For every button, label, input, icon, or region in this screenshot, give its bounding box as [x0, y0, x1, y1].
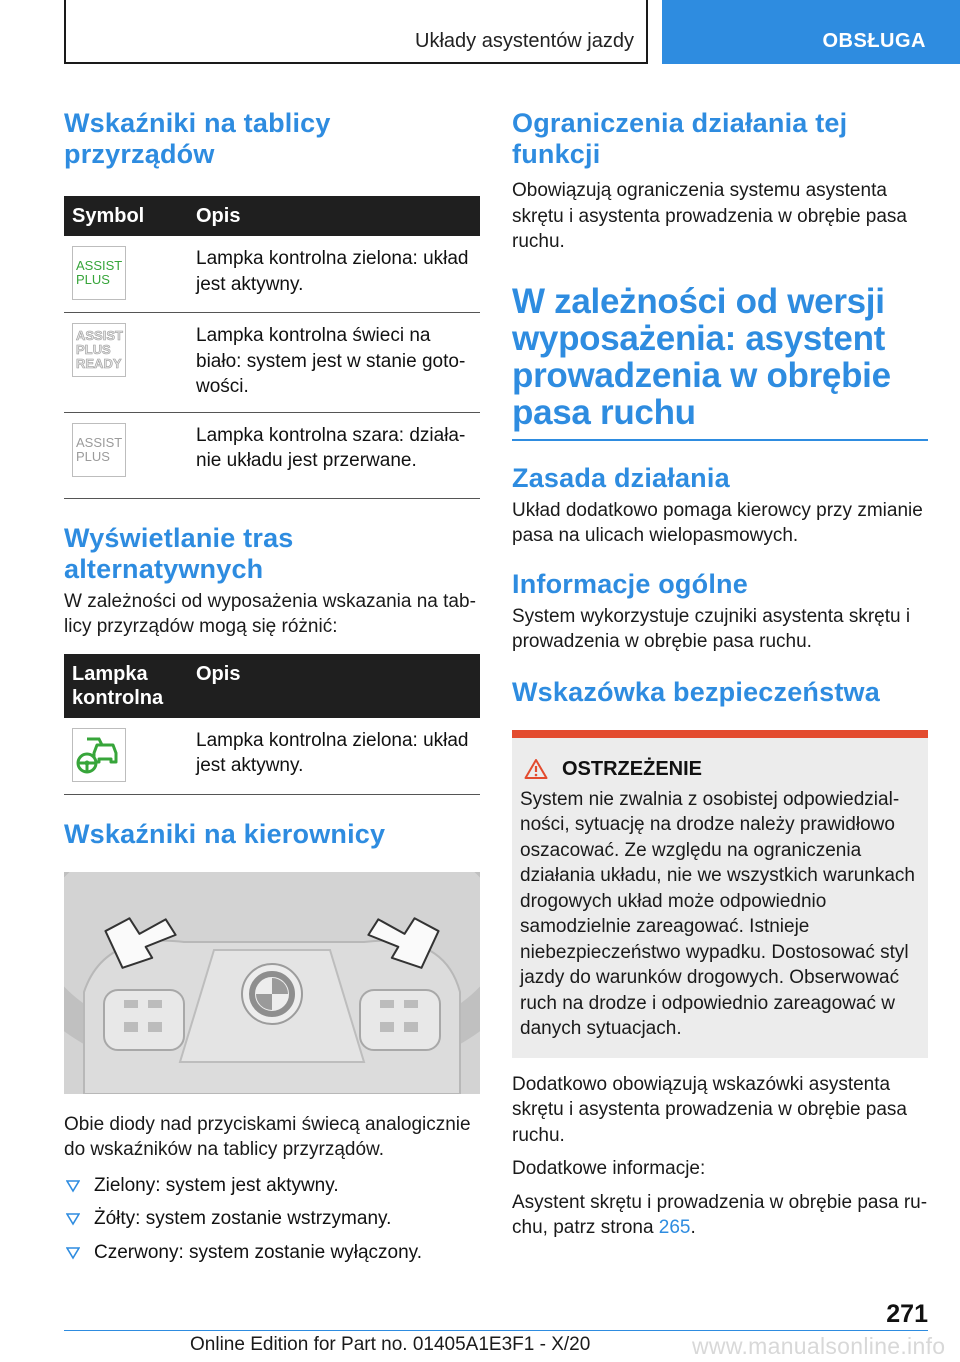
left-column	[64, 96, 480, 1273]
triangle-bullet-icon	[66, 1212, 80, 1226]
reference-paragraph: Asystent skrętu i prowadzenia w obrębie pasa ruchu, patrz strona 265.	[512, 1191, 928, 1238]
warning-title-row	[520, 758, 920, 781]
heading-dashboard-indicators: Wskaźniki na tablicy przyrządów	[64, 108, 331, 169]
row-description: Lampka kontrolna świeci na biało: system jest w stanie gotowości.	[188, 313, 480, 413]
triangle-bullet-icon	[66, 1246, 80, 1260]
lane-assist-steering-icon	[72, 728, 126, 782]
assist-plus-green-lamp-icon: ASSIST PLUS	[72, 246, 126, 300]
extra-paragraph: Dodatkowo obowiązują wskazówki asystenta skrętu i asystenta prowadzenia w obrębie pasa ruchu.	[512, 1073, 908, 1146]
chapter-title: OBSŁUGA	[822, 30, 926, 52]
warning-triangle-icon	[524, 758, 548, 780]
symbol-table	[64, 196, 480, 499]
list-item: Żółty: system zostanie wstrzymany.	[64, 1206, 480, 1232]
assist-plus-grey-lamp-icon: ASSIST PLUS	[72, 423, 126, 477]
section-title: Układy asystentów jazdy	[415, 30, 634, 52]
list-item: Zielony: system jest aktywny.	[64, 1173, 480, 1199]
chapter-tab	[662, 0, 960, 64]
color-bullet-list	[64, 1173, 480, 1266]
table-header-description: Opis	[188, 196, 480, 236]
watermark: www.manualsonline.info	[692, 1333, 946, 1359]
heading-alternative-routes: Wyświetlanie tras alternatywnych	[64, 522, 294, 584]
table-header-lamp: Lampka kontrolna	[64, 654, 188, 718]
warning-box	[512, 730, 928, 1058]
heading-principle: Zasada działania	[512, 462, 730, 493]
principle-paragraph: Układ dodatkowo pomaga kierowcy przy zmianie pasa na ulicach wielopasmowych.	[512, 499, 923, 546]
assist-plus-ready-white-lamp-icon: ASSIST PLUS READY	[72, 323, 126, 377]
row-description: Lampka kontrolna szara: działanie układu jest przerwane.	[188, 412, 480, 498]
more-info-label: Dodatkowe informacje:	[512, 1158, 706, 1179]
limits-paragraph: Obowiązują ograniczenia systemu asystenta skrętu i asystenta prowadzenia w obrębie pasa ruchu.	[512, 180, 908, 252]
heading-general-info: Informacje ogólne	[512, 568, 748, 599]
triangle-bullet-icon	[66, 1179, 80, 1193]
heading-function-limits: Ograniczenia działania tej funkcji	[512, 108, 848, 169]
heading-divider	[512, 439, 928, 441]
heading-steering-indicators: Wskaźniki na kierownicy	[64, 818, 386, 849]
section-tab	[64, 0, 648, 64]
row-description: Lampka kontrolna zielona: układ jest aktywny.	[188, 718, 480, 795]
warning-title: OSTRZEŻENIE	[562, 757, 703, 780]
heading-safety-note: Wskazówka bezpieczeństwa	[512, 676, 880, 707]
row-description: Lampka kontrolna zielona: układ jest aktywny.	[188, 236, 480, 313]
table-row	[64, 236, 480, 313]
right-column	[512, 96, 928, 1241]
page-number: 271	[886, 1300, 928, 1328]
heading-lane-keeping-assistant: W zależności od wersji wyposażenia: asystent prowadzenia w obrębie pasa ruchu	[512, 281, 891, 432]
routes-paragraph: W zależności od wyposażenia wskazania na tablicy przyrządów mogą się różnić:	[64, 590, 476, 637]
table-header-description: Opis	[188, 654, 480, 718]
general-paragraph: System wykorzystuje czujniki asystenta skrętu i prowadzenia w obrębie pasa ruchu.	[512, 605, 911, 652]
table-row	[64, 718, 480, 795]
steering-wheel-illustration	[64, 872, 480, 1094]
lamp-table	[64, 654, 480, 795]
edition-text: Online Edition for Part no. 01405A1E3F1 - X/20	[190, 1334, 591, 1355]
page-reference-link[interactable]: 265	[658, 1217, 691, 1238]
warning-text: System nie zwalnia z osobistej odpowiedzialności, sytuację na drodze należy prawidłowo oszacować. Ze względu na ograniczenia działania układu, nie we wszystkich warunkach drogowych układ może odpowiednio samodzielnie zareagować. Istnieje niebezpieczeństwo wypadku. Dostosować styl jazdy do warunków drogowych. Obserwować ruch na drodze i odpowiednio zareagować w danych sytuacjach.	[520, 788, 915, 1039]
table-row	[64, 313, 480, 413]
table-row	[64, 412, 480, 498]
steering-paragraph: Obie diody nad przyciskami świecą analogicznie do wskaźników na tablicy przyrządów.	[64, 1113, 471, 1160]
page-header	[0, 0, 960, 64]
footer-divider	[64, 1330, 928, 1331]
table-header-symbol: Symbol	[64, 196, 188, 236]
list-item: Czerwony: system zostanie wyłączony.	[64, 1240, 480, 1266]
